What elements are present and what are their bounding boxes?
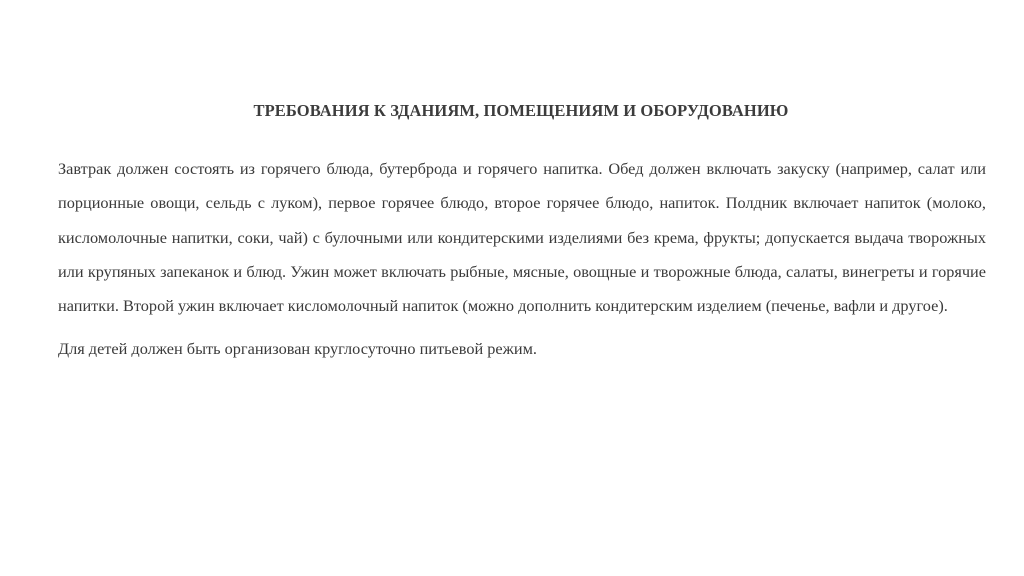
document-title: ТРЕБОВАНИЯ К ЗДАНИЯМ, ПОМЕЩЕНИЯМ И ОБОРУДОВАНИЮ bbox=[253, 101, 789, 120]
paragraph-drinking-regime: Для детей должен быть организован круглосуточно питьевой режим. bbox=[58, 339, 537, 359]
paragraph-meals: Завтрак должен состоять из горячего блюда, бутерброда и горячего напитка. Обед должен включать закуску (например, салат или порционные овощи, сельдь с луком), первое горячее блюдо, второе горячее блюдо, напиток. Полдник включает напиток (молоко, кисломолочные напитки, соки, чай) с булочными или кондитерскими изделиями без крема, фрукты; допускается выдача творожных или крупяных запеканок и блюд. Ужин может включать рыбные, мясные, овощные и творожные блюда, салаты, винегреты и горячие напитки. Второй ужин включает кисломолочный напиток (можно дополнить кондитерским изделием (печенье, вафли и другое). bbox=[58, 159, 986, 316]
document-body bbox=[58, 152, 986, 367]
